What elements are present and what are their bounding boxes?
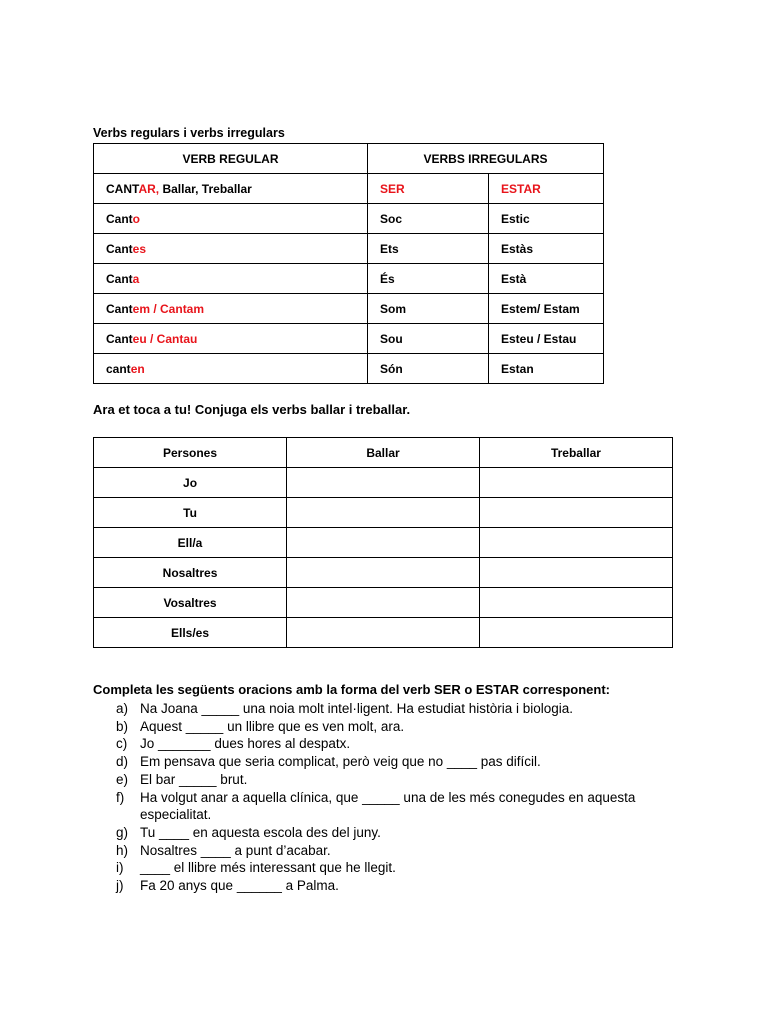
regular-cell bbox=[94, 234, 368, 264]
treballar-answer-cell[interactable] bbox=[479, 588, 672, 618]
verb-stem: Cant bbox=[106, 301, 133, 316]
estar-cell: Estic bbox=[489, 204, 604, 234]
header-treballar: Treballar bbox=[479, 438, 672, 468]
verb-stem: Cant bbox=[106, 331, 133, 346]
item-letter: d) bbox=[116, 754, 129, 770]
list-item bbox=[116, 771, 676, 789]
verb-ending: en bbox=[130, 361, 145, 376]
table-row bbox=[94, 234, 604, 264]
ser-cell: SER bbox=[368, 174, 489, 204]
table-row bbox=[94, 498, 673, 528]
person-cell: Vosaltres bbox=[94, 588, 287, 618]
table-row bbox=[94, 558, 673, 588]
item-letter: i) bbox=[116, 860, 124, 876]
table-row bbox=[94, 588, 673, 618]
regular-cell bbox=[94, 294, 368, 324]
item-letter: g) bbox=[116, 824, 129, 840]
regular-cell bbox=[94, 324, 368, 354]
person-cell: Ell/a bbox=[94, 528, 287, 558]
regular-cell bbox=[94, 174, 368, 204]
estar-cell: Estan bbox=[489, 354, 604, 384]
ballar-answer-cell[interactable] bbox=[287, 588, 480, 618]
ser-cell: Ets bbox=[368, 234, 489, 264]
verb-stem: Cant bbox=[106, 241, 133, 256]
ballar-answer-cell[interactable] bbox=[287, 528, 480, 558]
section-title-exercise: Ara et toca a tu! Conjuga els verbs ballar i treballar. bbox=[93, 402, 411, 417]
estar-cell: Està bbox=[489, 264, 604, 294]
treballar-answer-cell[interactable] bbox=[479, 558, 672, 588]
verb-stem: Cant bbox=[106, 211, 133, 226]
item-text: Aquest _____ un llibre que es ven molt, ara. bbox=[140, 718, 405, 734]
header-ballar: Ballar bbox=[287, 438, 480, 468]
header-verbs-irregulars: VERBS IRREGULARS bbox=[368, 144, 604, 174]
table-row bbox=[94, 618, 673, 648]
table-row bbox=[94, 468, 673, 498]
verb-conjugation-table bbox=[93, 143, 604, 384]
item-letter: e) bbox=[116, 771, 129, 787]
ballar-answer-cell[interactable] bbox=[287, 468, 480, 498]
person-cell: Jo bbox=[94, 468, 287, 498]
item-text: Nosaltres ____ a punt d’acabar. bbox=[140, 842, 331, 858]
ballar-answer-cell[interactable] bbox=[287, 558, 480, 588]
estar-cell: Estem/ Estam bbox=[489, 294, 604, 324]
list-item bbox=[116, 877, 676, 895]
table-row bbox=[94, 264, 604, 294]
section-title-fill-in: Completa les següents oracions amb la forma del verb SER o ESTAR corresponent: bbox=[93, 682, 610, 697]
estar-cell: ESTAR bbox=[489, 174, 604, 204]
item-letter: j) bbox=[116, 878, 124, 894]
item-text: Jo _______ dues hores al despatx. bbox=[140, 736, 351, 752]
verb-stem: CANT bbox=[106, 181, 139, 196]
ser-cell: Són bbox=[368, 354, 489, 384]
item-letter: a) bbox=[116, 701, 129, 716]
item-text: ____ el llibre més interessant que he llegit. bbox=[140, 860, 396, 876]
ser-cell: Soc bbox=[368, 204, 489, 234]
item-text: Fa 20 anys que ______ a Palma. bbox=[140, 878, 339, 894]
item-letter: h) bbox=[116, 842, 129, 858]
treballar-answer-cell[interactable] bbox=[479, 498, 672, 528]
verb-stem: Cant bbox=[106, 271, 133, 286]
list-item bbox=[116, 842, 676, 860]
table-row bbox=[94, 528, 673, 558]
treballar-answer-cell[interactable] bbox=[479, 468, 672, 498]
item-letter: f) bbox=[116, 789, 125, 805]
header-verb-regular: VERB REGULAR bbox=[94, 144, 368, 174]
verb-ending: a bbox=[132, 271, 140, 286]
item-letter: c) bbox=[116, 736, 128, 752]
table-header-row bbox=[94, 438, 673, 468]
regular-cell bbox=[94, 264, 368, 294]
list-item bbox=[116, 700, 676, 718]
person-cell: Nosaltres bbox=[94, 558, 287, 588]
table-row bbox=[94, 354, 604, 384]
verb-ending: em / Cantam bbox=[132, 301, 205, 316]
regular-cell bbox=[94, 354, 368, 384]
ser-cell: Som bbox=[368, 294, 489, 324]
ser-cell: Sou bbox=[368, 324, 489, 354]
table-row bbox=[94, 204, 604, 234]
estar-cell: Estàs bbox=[489, 234, 604, 264]
list-item bbox=[116, 789, 676, 824]
person-cell: Tu bbox=[94, 498, 287, 528]
verb-ending: eu / Cantau bbox=[132, 331, 198, 346]
table-row bbox=[94, 324, 604, 354]
header-persones: Persones bbox=[94, 438, 287, 468]
item-text: Em pensava que seria complicat, però veig que no ____ pas difícil. bbox=[140, 754, 541, 770]
list-item bbox=[116, 753, 676, 771]
treballar-answer-cell[interactable] bbox=[479, 618, 672, 648]
list-item bbox=[116, 859, 676, 877]
list-item bbox=[116, 718, 676, 736]
estar-cell: Esteu / Estau bbox=[489, 324, 604, 354]
verb-ending: o bbox=[132, 211, 141, 226]
list-item bbox=[116, 824, 676, 842]
table-row bbox=[94, 294, 604, 324]
verb-ending: AR, bbox=[138, 181, 160, 196]
table-row bbox=[94, 174, 604, 204]
ser-cell: És bbox=[368, 264, 489, 294]
treballar-answer-cell[interactable] bbox=[479, 528, 672, 558]
sentence-list bbox=[116, 700, 676, 895]
item-text: El bar _____ brut. bbox=[140, 771, 248, 787]
conjugation-exercise-table bbox=[93, 437, 673, 648]
verb-rest: Ballar, Treballar bbox=[159, 181, 252, 196]
ballar-answer-cell[interactable] bbox=[287, 498, 480, 528]
verb-ending: es bbox=[132, 241, 147, 256]
list-item bbox=[116, 735, 676, 753]
verb-stem: cant bbox=[106, 361, 131, 376]
table-header-row bbox=[94, 144, 604, 174]
item-letter: b) bbox=[116, 718, 129, 734]
regular-cell bbox=[94, 204, 368, 234]
section-title-verbs: Verbs regulars i verbs irregulars bbox=[93, 126, 285, 140]
person-cell: Ells/es bbox=[94, 618, 287, 648]
item-text: Tu ____ en aquesta escola des del juny. bbox=[140, 824, 381, 840]
item-text: Na Joana _____ una noia molt intel·ligent. Ha estudiat història i biologia. bbox=[140, 701, 574, 716]
ballar-answer-cell[interactable] bbox=[287, 618, 480, 648]
item-text: Ha volgut anar a aquella clínica, que _____ una de les més conegudes en aquesta especialitat. bbox=[140, 789, 636, 823]
